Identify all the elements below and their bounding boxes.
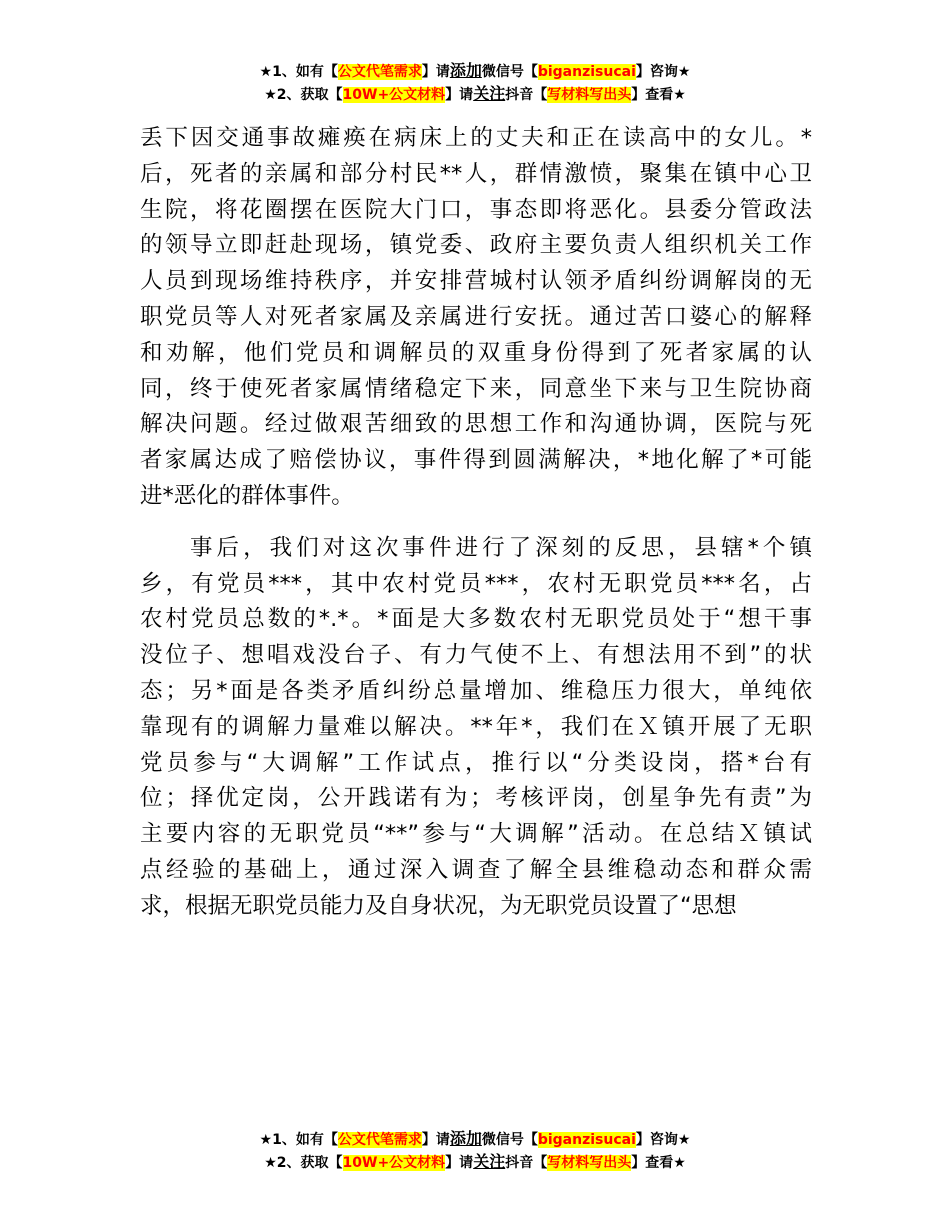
highlight-wechat-id: biganzisucai (537, 64, 636, 80)
text-line: 生院，将花圈摆在医院大门口，事态即将恶化。县委分管政法 (140, 196, 812, 223)
paragraph-1 (140, 121, 812, 515)
header-notice-line-2: ★2、获取【10W+公文材料】请关注抖音【写材料写出头】查看★ (264, 84, 686, 103)
document-body (140, 121, 812, 925)
highlight-service: 公文代笔需求 (337, 1132, 422, 1148)
text-line: 乡，有党员***，其中农村党员***，农村无职党员***名，占 (140, 570, 812, 597)
highlight-materials: 10W+公文材料 (342, 87, 446, 103)
highlight-materials: 10W+公文材料 (342, 1155, 446, 1171)
footer-notice-line-2: ★2、获取【10W+公文材料】请关注抖音【写材料写出头】查看★ (264, 1152, 686, 1171)
text-line: 同，终于使死者家属情绪稳定下来，同意坐下来与卫生院协商 (140, 375, 812, 402)
text-line: 主要内容的无职党员“**”参与“大调解”活动。在总结Ｘ镇试 (140, 821, 812, 848)
header-notice-line-1: ★1、如有【公文代笔需求】请添加微信号【biganzisucai】咨询★ (259, 61, 691, 80)
text-line: 和劝解，他们党员和调解员的双重身份得到了死者家属的认 (140, 339, 812, 366)
text-line: 人员到现场维持秩序，并安排营城村认领矛盾纠纷调解岗的无 (140, 268, 812, 295)
text-line: 没位子、想唱戏没台子、有力气使不上、有想法用不到”的状 (140, 642, 812, 669)
text-line: 者家属达成了赔偿协议，事件得到圆满解决，*地化解了*可能 (140, 447, 812, 474)
text-line: 党员参与“大调解”工作试点，推行以“分类设岗，搭*台有 (140, 749, 812, 776)
text-line: 的领导立即赶赴现场，镇党委、政府主要负责人组织机关工作 (140, 232, 812, 259)
footer-notice-line-1: ★1、如有【公文代笔需求】请添加微信号【biganzisucai】咨询★ (259, 1129, 691, 1148)
text-line: 点经验的基础上，通过深入调查了解全县维稳动态和群众需 (140, 856, 812, 883)
text-line: 位；择优定岗，公开践诺有为；考核评岗，创星争先有责”为 (140, 785, 812, 812)
highlight-service: 公文代笔需求 (337, 64, 422, 80)
highlight-douyin-id: 写材料写出头 (547, 1155, 632, 1171)
text-line: 求，根据无职党员能力及自身状况，为无职党员设置了“思想 (140, 892, 737, 919)
text-line: 进*恶化的群体事件。 (140, 482, 354, 509)
highlight-douyin-id: 写材料写出头 (547, 87, 632, 103)
paragraph-2 (140, 531, 812, 925)
text-line: 态；另*面是各类矛盾纠纷总量增加、维稳压力很大，单纯依 (140, 677, 812, 704)
text-line: 后，死者的亲属和部分村民**人，群情激愤，聚集在镇中心卫 (140, 160, 812, 187)
text-line: 职党员等人对死者家属及亲属进行安抚。通过苦口婆心的解释 (140, 303, 812, 330)
header-notice (0, 60, 950, 106)
text-line: 农村党员总数的*.*。*面是大多数农村无职党员处于“想干事 (140, 606, 812, 633)
text-line: 靠现有的调解力量难以解决。**年*，我们在Ｘ镇开展了无职 (140, 713, 812, 740)
text-line: 解决问题。经过做艰苦细致的思想工作和沟通协调，医院与死 (140, 411, 812, 438)
text-line: 事后，我们对这次事件进行了深刻的反思，县辖*个镇 (190, 534, 812, 561)
footer-notice (0, 1128, 950, 1174)
text-line: 丢下因交通事故瘫痪在病床上的丈夫和正在读高中的女儿。* (140, 125, 812, 151)
highlight-wechat-id: biganzisucai (537, 1132, 636, 1148)
